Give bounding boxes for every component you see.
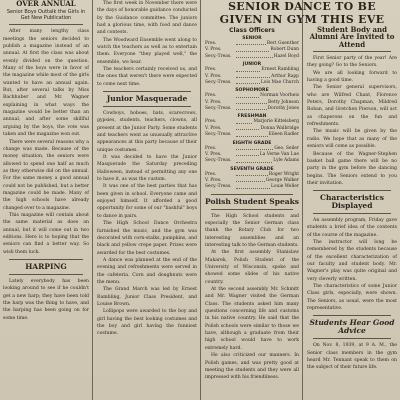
- officer-name: Hazel Boyd: [273, 53, 299, 59]
- column-rule: [92, 0, 93, 400]
- officer-name: Dorothy Jones: [267, 106, 299, 111]
- class-name: FRESHMAN: [237, 114, 267, 120]
- leader-dots: [236, 158, 272, 162]
- divider: [313, 315, 391, 316]
- class-name: SENIOR: [242, 36, 262, 41]
- article-polish-body: [205, 213, 299, 382]
- officer-row: [205, 184, 299, 190]
- officer-row: [205, 54, 299, 60]
- officer-name: Lyle Adams: [273, 158, 299, 164]
- divider: [9, 274, 83, 275]
- leader-dots: [236, 126, 259, 130]
- officer-row: [205, 158, 299, 164]
- paragraph: The teachers certainly received us, and the ones that weren't there were expected to come next time.: [97, 67, 197, 87]
- headline-polish-student: Polish Student Speaks: [205, 196, 300, 206]
- officer-name: Donna Walbridge: [260, 125, 299, 131]
- column-3: [202, 26, 302, 400]
- officer-name: Robert Dunn: [270, 47, 299, 53]
- officer-title: Pres.: [205, 119, 217, 125]
- officer-title: Secy.-Treas.: [205, 53, 232, 59]
- divider: [103, 91, 191, 92]
- headline-junior-masquerade: Junior Masquerade: [106, 94, 188, 104]
- class-officers-list: [205, 36, 299, 191]
- paragraph: The first week in November there were the days of honorable guidance conducted by the Guidance committee. The juniors had a glorious time, with food and dance and contests.: [97, 1, 197, 36]
- officer-title: Secy.-Treas.: [205, 132, 232, 138]
- officer-name: La Verne Van Lue: [259, 151, 299, 157]
- article-masquerade-body: [97, 110, 197, 338]
- officer-title: Pres.: [205, 93, 217, 99]
- officer-name: Eileen Radler: [268, 132, 299, 138]
- article-magazine-body: [3, 28, 89, 256]
- officer-title: Pres.: [205, 41, 217, 46]
- class-name: SEVENTH GRADE: [230, 166, 274, 172]
- divider: [211, 194, 293, 195]
- officer-title: V. Pres.: [205, 151, 222, 157]
- headline-student-body: Student Body and Alumni Are Invited to Attend: [309, 26, 395, 49]
- class-officers-title: Class Officers: [229, 27, 275, 34]
- paragraph: Cowboys, hoboes, bats, scarecrows, gypsies, students, teachers, clowns, all present at the Junior Party. Some students and teachers went as unusually attractive appearances at this party because of their unique costumes.: [97, 111, 197, 153]
- paragraph: Lollipops were awarded to the boy and girl having the best looking costumes and the boy and girl having the funniest costume.: [97, 309, 197, 337]
- paragraph: After many lengthy class meetings the seniors decided to publish a magazine instead of an annual. At first the class was about evenly divided on the question. Many of the boys were in favor of the magazine while most of the girls wanted to have an annual again. But, after several talks by Miss Bachhuber and Mr. Wagner explaining in what ways the magazine would be better than an annual, and after some skillful arguing by the boys, the vote was taken and the magazine won out.: [3, 29, 89, 138]
- divider: [313, 51, 391, 52]
- article-dance-body: [307, 55, 397, 187]
- column-rule: [200, 0, 201, 400]
- officer-title: V. Pres.: [205, 125, 222, 131]
- banner-headline: [202, 0, 400, 24]
- leader-dots: [236, 184, 270, 188]
- paragraph: An assembly program, Friday gave students a brief idea of the contents of the course of the magazine.: [307, 217, 397, 238]
- paragraph: It was one of the best parties that has been given in school. Everyone came and enjoyed himself. It afforded a good opportunity for some of our "bashful" boys to dance in pairs.: [97, 184, 197, 219]
- officer-title: V. Pres.: [205, 73, 222, 79]
- leader-dots: [236, 41, 266, 45]
- headline-characteristics: Characteristics Displayed: [319, 193, 385, 211]
- leader-dots: [236, 106, 267, 110]
- paragraph: First Senior party of the year! Are they going? Go to the Seniors.: [307, 56, 397, 69]
- officer-title: Pres.: [205, 67, 217, 73]
- officer-name: Louie Weller: [270, 184, 299, 190]
- leader-dots: [236, 119, 252, 123]
- paragraph: There were several reasons why a change was made. Because of the money situation, the seniors were allowed to spend one half as much as they otherwise did on the annual. For the same money a good annual could not be published, but a better magazine could be made. Many of the high schools have already changed over to a magazine.: [3, 139, 89, 211]
- banner-line-2: GIVEN IN GYM THIS EVE: [219, 12, 385, 24]
- divider: [103, 106, 191, 107]
- leader-dots: [236, 146, 273, 150]
- leader-dots: [236, 47, 269, 51]
- paragraph: The Grand March was led by Ernest Rambling, Junior Class President, and Louise Brown.: [97, 287, 197, 307]
- officer-name: Ernest Rambling: [261, 67, 299, 73]
- article-harping-body: [3, 278, 89, 322]
- officer-title: Pres.: [205, 145, 217, 151]
- paragraph: On Nov. 8, 1939, at 9 A. M., the Senior class members in the gym heard Mr. Tennant speak to them on the subject of their future life.: [307, 343, 397, 371]
- officer-name: Bert Guenther: [266, 41, 299, 46]
- leader-dots: [236, 74, 270, 78]
- leader-dots: [236, 80, 260, 84]
- class-name: JUNIOR: [242, 62, 262, 68]
- paragraph: Because of the Wagner-Stephen basket ball game there will be no party in the gym before the dancing begins. The Seniors extend to you their invitation.: [307, 151, 397, 186]
- divider: [9, 24, 83, 25]
- article-advice-body: [307, 342, 397, 371]
- officer-name: Marjorie Kittelsberg: [253, 119, 299, 125]
- paragraph: The High School Dance Orchestra furnished the music, and the gym was decorated with corn-stalks, pumpkins, and black and yellow crepe paper. Prizes were awarded for the best costumes.: [97, 221, 197, 256]
- column-4: [304, 26, 400, 400]
- leader-dots: [236, 100, 267, 104]
- officer-title: Secy.-Treas.: [205, 79, 232, 85]
- leader-dots: [236, 172, 268, 176]
- leader-dots: [236, 152, 259, 156]
- officer-name: Lois Mae Church: [260, 79, 299, 85]
- paragraph: He also criticized our manners. In Polish games, and was pretty good at meeting the students and they were all impressed with his friendliness.: [205, 353, 299, 381]
- column-2: [94, 0, 200, 400]
- officer-name: Betty Johnson: [267, 99, 299, 105]
- paragraph: The characteristics of some Junior Class girls, especially, were shown. The Seniors, as usual, were the most representative.: [307, 284, 397, 312]
- leader-dots: [236, 54, 273, 58]
- paragraph: It was decided to have the Junior Masquerade the Saturday preceding Halloween, instead of permitting any one to have it, as was the custom.: [97, 155, 197, 183]
- officer-title: V. Pres.: [205, 99, 222, 105]
- officer-title: Secy.-Treas.: [205, 158, 232, 164]
- headline-over-annual: OVER ANNUAL: [16, 0, 76, 8]
- article-guidance-body: [97, 0, 197, 88]
- officer-row: [205, 106, 299, 112]
- paragraph: At the first assembly Stanislaw Makarek, Polish Student of the University of Wisconsin, spoke and showed some slides of his native country.: [205, 250, 299, 285]
- column-rule: [302, 0, 303, 400]
- officer-title: Secy.-Treas.: [205, 106, 232, 111]
- paragraph: At the second assembly Mr. Schmitt and Mr. Wagner visited the German Class. The students asked him many questions concerning life and customs in his native country. He said that the Polish schools were similar to those we have, although a graduate from their high school would have to work extremely hard.: [205, 287, 299, 351]
- divider: [313, 213, 391, 214]
- officer-row: [205, 132, 299, 138]
- headline-harping: HARPING: [25, 262, 67, 271]
- column-1: [0, 0, 92, 400]
- leader-dots: [236, 67, 260, 71]
- paragraph: The Senior general supervisors, who are Wilfred Chant, Florence Peters, Dorothy Chapman, Mildred Roban, and Gretchen Pierson, will act as chaperons on the fun and refreshments.: [307, 85, 397, 128]
- leader-dots: [236, 132, 268, 136]
- officer-name: Geo. Seiler: [274, 145, 299, 151]
- paragraph: A dance was planned at the end of the evening and refreshments were served in the cafeteria. Corn and doughnuts were the menu.: [97, 257, 197, 285]
- officer-title: Pres.: [205, 171, 217, 177]
- headline-good-advice: Students Hear Good Advice: [309, 318, 395, 336]
- officer-title: V. Pres.: [205, 178, 222, 183]
- leader-dots: [236, 93, 259, 97]
- officer-title: Secy.-Treas.: [205, 184, 232, 190]
- divider: [211, 209, 293, 210]
- officer-name: Norman Voorheis: [260, 93, 299, 99]
- divider: [9, 259, 83, 260]
- paragraph: We are all looking forward to having a good time.: [307, 70, 397, 84]
- article-characteristics-body: [307, 217, 397, 312]
- subheadline-magazine: Senior Boys Outtalk the Girls in Get New Publication: [6, 9, 86, 22]
- divider: [313, 338, 391, 339]
- officer-row: [205, 80, 299, 86]
- officer-name: Arthur Rapp: [271, 73, 299, 79]
- paragraph: The instructor will long be remembered by the students because of the excellent characterization of our faculty and student body. Mr. Wagner's play was quite original and very cleverly written.: [307, 240, 397, 282]
- class-name: SOPHOMORE: [235, 88, 269, 94]
- class-name: EIGHTH GRADE: [232, 140, 272, 146]
- leader-dots: [236, 178, 265, 182]
- paragraph: This magazine will contain about the same material as does an annual, but it will come out in two editions. Here is to hoping that the seniors can find a better way. So wish them luck.: [3, 212, 89, 255]
- officer-title: V. Pres.: [205, 47, 222, 53]
- banner-line-1: SENIOR DANCE TO BE: [228, 0, 376, 13]
- officer-name: Roger Wright: [268, 171, 299, 177]
- paragraph: The Woodward Ensemble went along to watch the teachers as well as to entertain them. Everyone "they played well," the ensemble, we hear.: [97, 37, 197, 65]
- paragraph: The music will be given by the radio. We hope that as many of the seniors will come as possible.: [307, 129, 397, 150]
- officer-name: George Walker: [265, 178, 299, 183]
- paragraph: Lately everybody has been looking around to see if he couldn't get a new harp; they have been told the harp was the thing to have, and the harping has been going on for some time.: [3, 278, 89, 321]
- divider: [313, 190, 391, 191]
- paragraph: The High School students and especially the Senior German class thank the Rotary Club for two interesting assemblies and an interesting talk to the German students.: [205, 213, 299, 248]
